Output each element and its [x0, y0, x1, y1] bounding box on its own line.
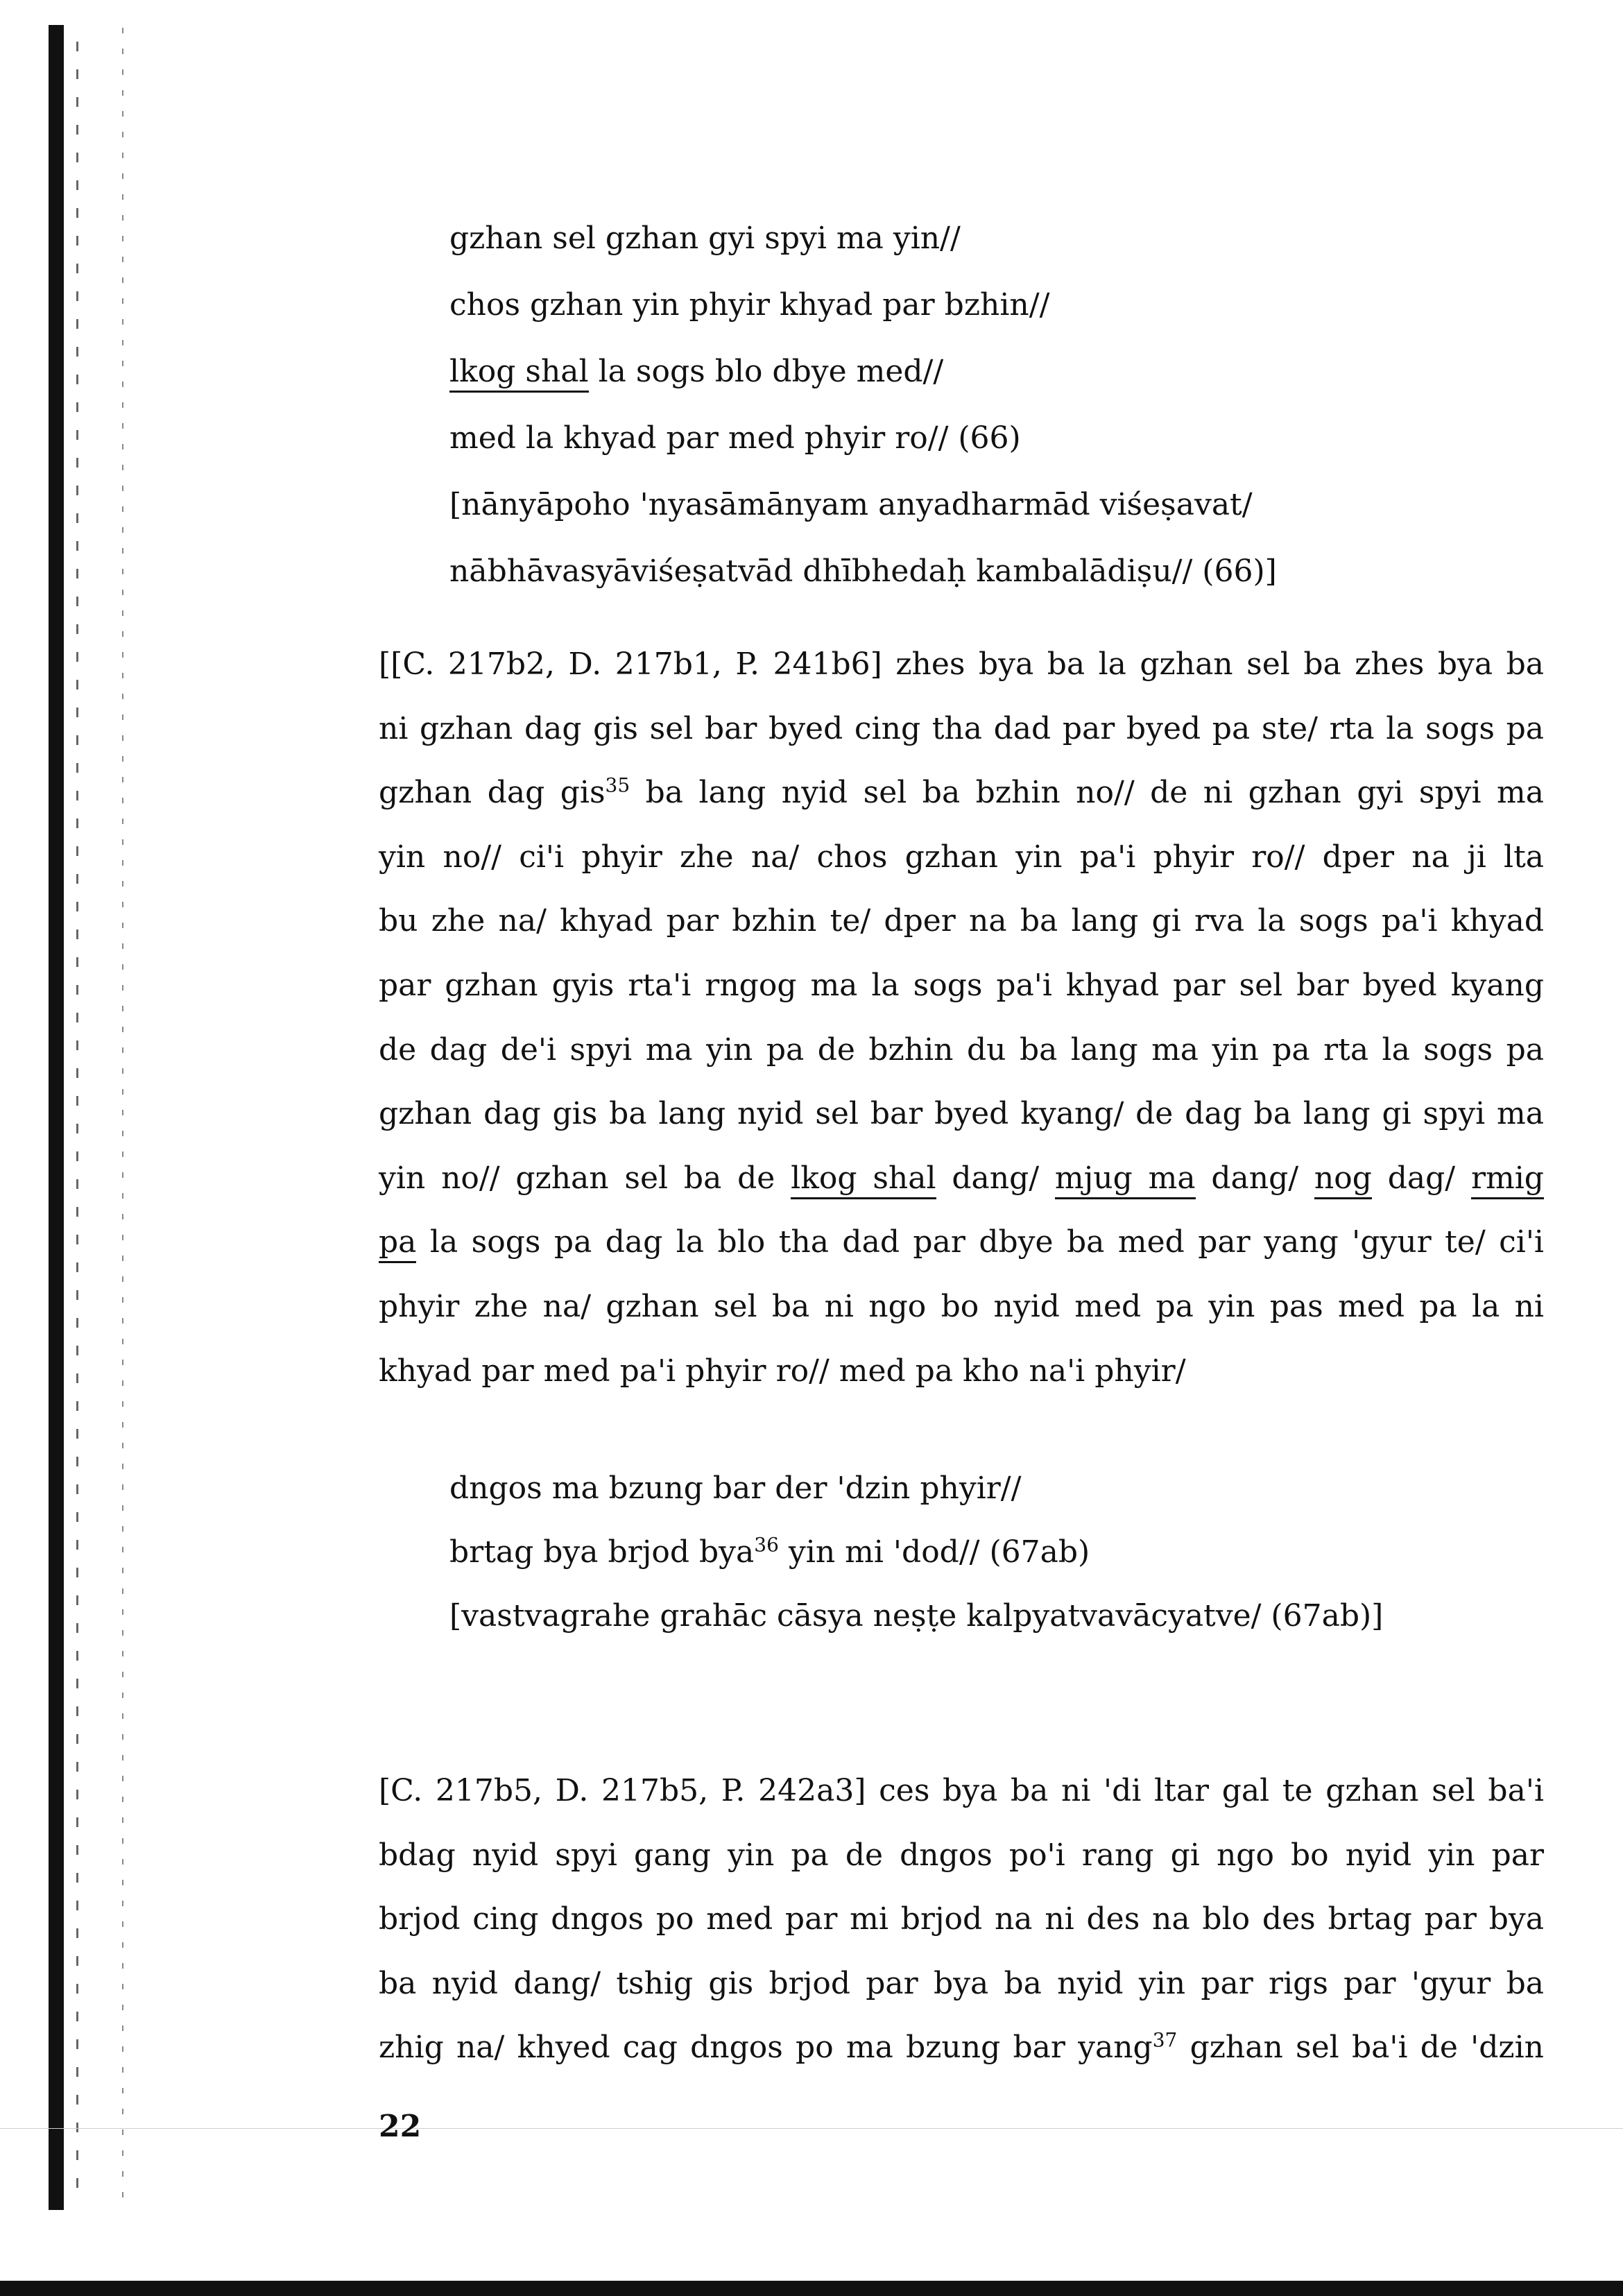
scan-bottom-edge [0, 2281, 1623, 2296]
verse-line: lkog shal la sogs blo dbye med// [449, 339, 1277, 405]
commentary-line: [C. 217b5, D. 217b5, P. 242a3] ces bya ba ni 'di ltar gal te gzhan sel ba'i [379, 1773, 1544, 1808]
verse-67ab [449, 1457, 1383, 1648]
commentary-line: brjod cing dngos po med par mi brjod na ni des na blo des brtag par bya [379, 1901, 1544, 1937]
underlined-term: lkog shal [791, 1160, 936, 1199]
sanskrit-line: [vastvagrahe grahāc cāsya neṣṭe kalpyatvavācyatve/ (67ab)] [449, 1598, 1384, 1634]
commentary-line: ni gzhan dag gis sel bar byed cing tha dad par byed pa ste/ rta la sogs pa [379, 710, 1544, 746]
sanskrit-line: nābhāvasyāviśeṣatvād dhībhedaḥ kambalādiṣu// (66)] [449, 554, 1277, 589]
commentary-line: par gzhan gyis rta'i rngog ma la sogs pa'i khyad par sel bar byed kyang [379, 967, 1544, 1003]
commentary-line: yin no// ci'i phyir zhe na/ chos gzhan yin pa'i phyir ro// dper na ji lta [379, 839, 1544, 875]
commentary-line: bdag nyid spyi gang yin pa de dngos po'i rang gi ngo bo nyid yin par [379, 1837, 1544, 1873]
scan-noise [122, 28, 123, 2213]
commentary-line: pa la sogs pa dag la blo tha dad par dbye ba med par yang 'gyur te/ ci'i [379, 1210, 1544, 1275]
commentary-line: phyir zhe na/ gzhan sel ba ni ngo bo nyid med pa yin pas med pa la ni [379, 1288, 1544, 1324]
verse-line: gzhan sel gzhan gyi spyi ma yin// [449, 221, 961, 256]
commentary-67ab [379, 1759, 1544, 2080]
verse-line: chos gzhan yin phyir khyad par bzhin// [449, 287, 1050, 323]
verse-line: med la khyad par med phyir ro// (66) [449, 420, 1021, 456]
commentary-line: [[C. 217b2, D. 217b1, P. 241b6] zhes bya ba la gzhan sel ba zhes bya ba [379, 646, 1544, 682]
commentary-line: khyad par med pa'i phyir ro// med pa kho na'i phyir/ [379, 1353, 1186, 1389]
underlined-term: nog [1314, 1160, 1372, 1199]
commentary-line: ba nyid dang/ tshig gis brjod par bya ba nyid yin par rigs par 'gyur ba [379, 1965, 1544, 2001]
commentary-line: gzhan dag gis ba lang nyid sel bar byed kyang/ de dag ba lang gi spyi ma [379, 1096, 1544, 1132]
verse-line: dngos ma bzung bar der 'dzin phyir// [449, 1471, 1022, 1506]
commentary-line: yin no// gzhan sel ba de lkog shal dang/ mjug ma dang/ nog dag/ rmig [379, 1147, 1544, 1211]
commentary-66 [379, 633, 1544, 1403]
underlined-term: lkog shal [449, 354, 589, 393]
scan-crease [0, 2128, 1623, 2129]
page-number: 22 [379, 2109, 422, 2144]
commentary-line: bu zhe na/ khyad par bzhin te/ dper na ba lang gi rva la sogs pa'i khyad [379, 903, 1544, 939]
footnote-ref: 36 [754, 1533, 779, 1557]
commentary-line: gzhan dag gis$^{35}$ ba lang nyid sel ba bzhin no// de ni gzhan gyi spyi ma [379, 773, 1544, 811]
underlined-term: mjug ma [1055, 1160, 1196, 1199]
scan-noise [76, 42, 78, 2206]
sanskrit-line: [nānyāpoho 'nyasāmānyam anyadharmād viśeṣavat/ [449, 487, 1253, 522]
commentary-line: de dag de'i spyi ma yin pa de bzhin du ba lang ma yin pa rta la sogs pa [379, 1031, 1544, 1068]
verse-line: brtag bya brjod bya$^{36}$ yin mi 'dod// (67ab) [449, 1533, 1090, 1570]
verse-66 [449, 205, 1277, 605]
underlined-term: rmig [1471, 1160, 1544, 1199]
commentary-line: zhig na/ khyed cag dngos po ma bzung bar yang$^{37}$ gzhan sel ba'i de 'dzin [379, 2028, 1544, 2066]
footnote-ref: 35 [605, 773, 630, 797]
underlined-term: pa [379, 1224, 416, 1263]
footnote-ref: 37 [1152, 2028, 1178, 2052]
scan-binding-edge [49, 25, 64, 2210]
